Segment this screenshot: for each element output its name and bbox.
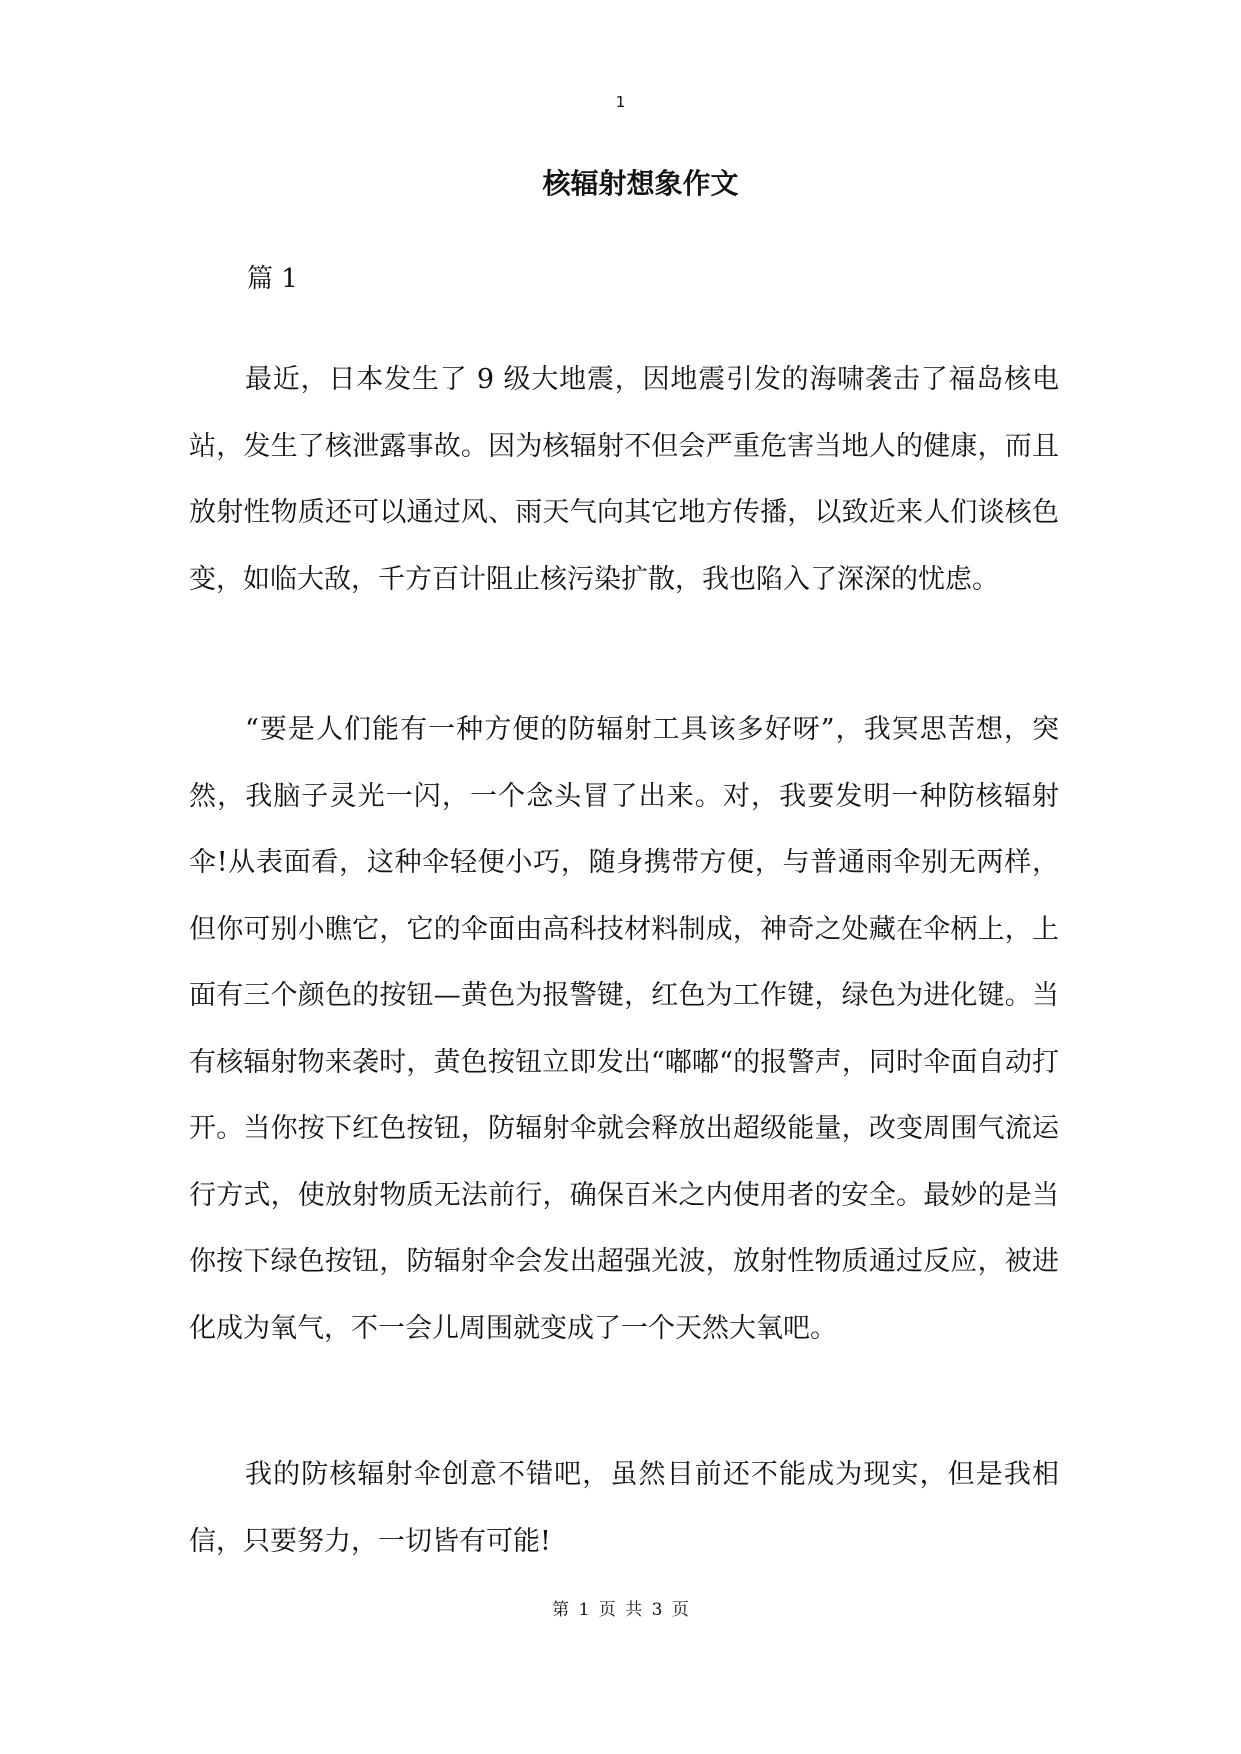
header-page-number: 1 bbox=[615, 93, 626, 111]
document-title: 核辐射想象作文 bbox=[542, 167, 739, 200]
paragraph-1: 最近，日本发生了 9 级大地震，因地震引发的海啸袭击了福岛核电站，发生了核泄露事故。因为核辐射不但会严重危害当地人的健康，而且放射性物质还可以通过风、雨天气向其它地方传播，以致近来人们谈核色变，如临大敌，千方百计阻止核污染扩散，我也陷入了深深的忧虑。 bbox=[189, 364, 1059, 595]
footer-page-indicator: 第 1 页 共 3 页 bbox=[552, 1600, 689, 1620]
section-label: 篇 1 bbox=[247, 264, 298, 294]
paragraph-2: “要是人们能有一种方便的防辐射工具该多好呀”，我冥思苦想，突然，我脑子灵光一闪，一个念头冒了出来。对，我要发明一种防核辐射伞!从表面看，这种伞轻便小巧，随身携带方便，与普通雨伞别无两样，但你可别小瞧它，它的伞面由高科技材料制成，神奇之处藏在伞柄上，上面有三个颜色的按钮—黄色为报警键，红色为工作键，绿色为进化键。当有核辐射物来袭时，黄色按钮立即发出“嘟嘟“的报警声，同时伞面自动打开。当你按下红色按钮，防辐射伞就会释放出超级能量，改变周围气流运行方式，使放射物质无法前行，确保百米之内使用者的安全。最妙的是当你按下绿色按钮，防辐射伞会发出超强光波，放射性物质通过反应，被进化成为氧气，不一会儿周围就变成了一个天然大氧吧。 bbox=[189, 714, 1059, 1344]
paragraph-3: 我的防核辐射伞创意不错吧，虽然目前还不能成为现实，但是我相信，只要努力，一切皆有可能! bbox=[189, 1459, 1059, 1557]
